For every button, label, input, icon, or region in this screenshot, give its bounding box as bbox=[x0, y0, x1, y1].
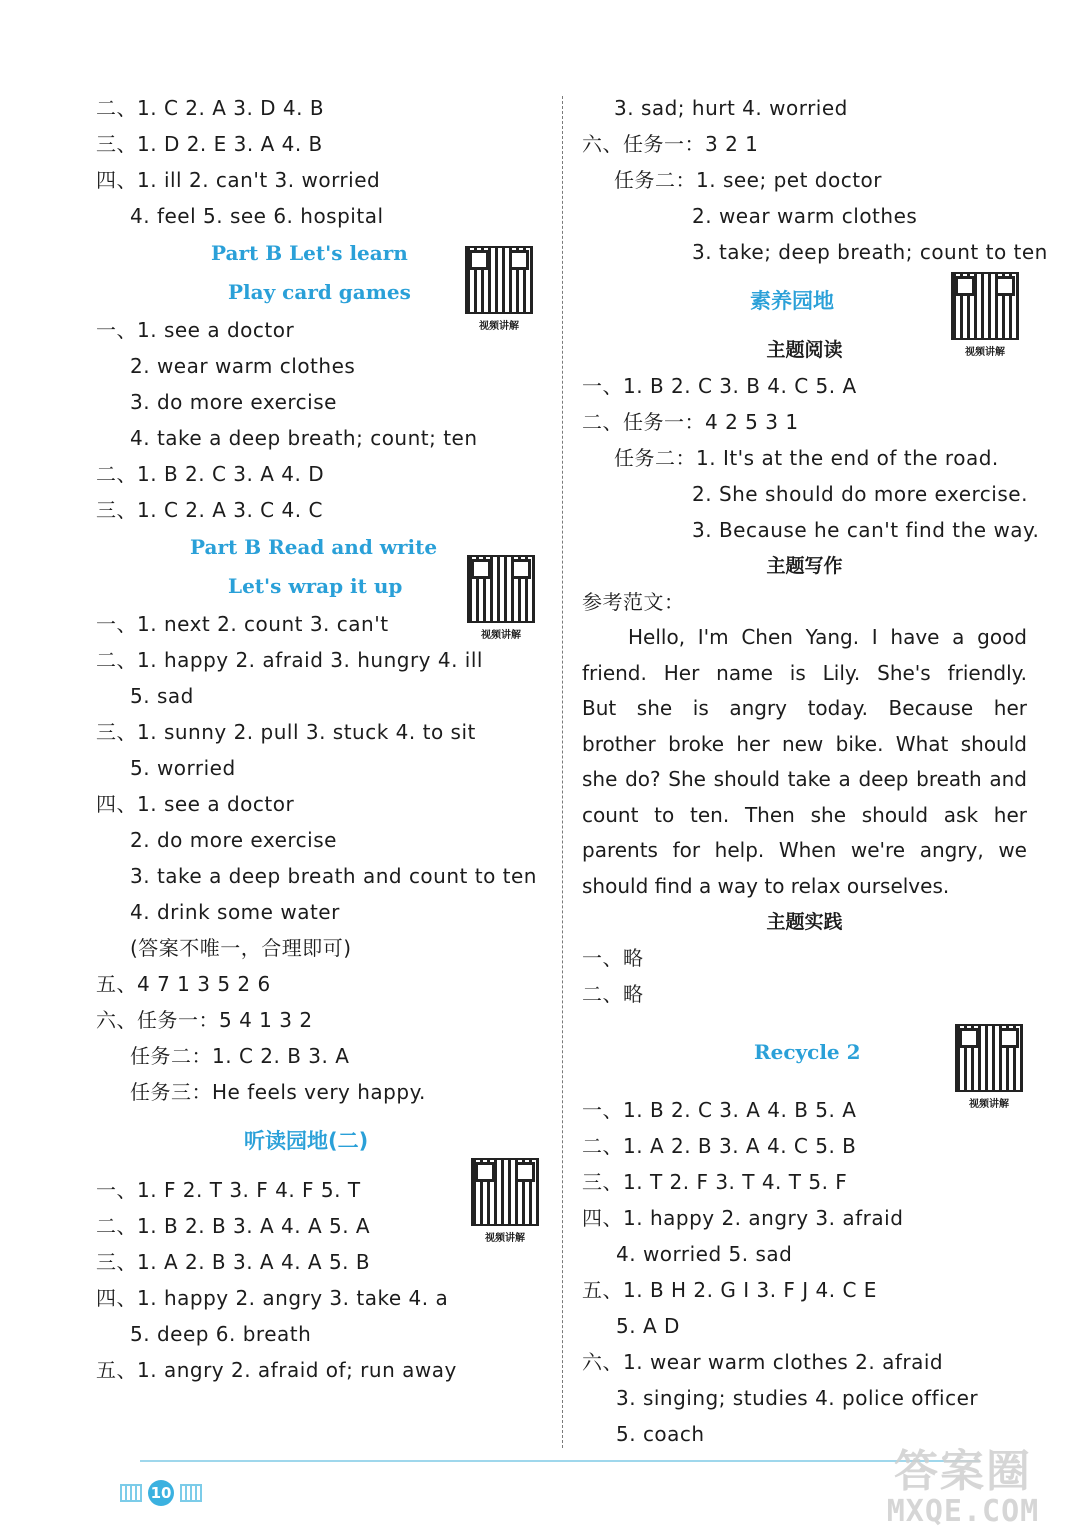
answer-line: 4. take a deep breath; count; ten bbox=[130, 426, 478, 450]
answer-line: 五、1. B H 2. G I 3. F J 4. C E bbox=[582, 1278, 877, 1302]
answer-line: 一、1. B 2. C 3. B 4. C 5. A bbox=[582, 374, 857, 398]
answer-line: 四、1. happy 2. angry 3. afraid bbox=[582, 1206, 904, 1230]
answer-line: 4. drink some water bbox=[130, 900, 340, 924]
qr-label: 视频讲解 bbox=[965, 347, 1005, 358]
answer-line: (答案不唯一，合理即可) bbox=[130, 936, 352, 960]
qr-code-part-b-read-and-write[interactable] bbox=[466, 555, 536, 641]
qr-label: 视频讲解 bbox=[479, 321, 519, 332]
answer-line: 一、1. next 2. count 3. can't bbox=[96, 612, 389, 636]
answer-line: 3. Because he can't find the way. bbox=[692, 518, 1040, 542]
section-heading: 素养园地 bbox=[750, 289, 834, 313]
footer-rule bbox=[140, 1460, 980, 1462]
answer-line: 2. She should do more exercise. bbox=[692, 482, 1028, 506]
qr-code-part-b-lets-learn[interactable] bbox=[464, 246, 534, 332]
answer-line: 一、1. see a doctor bbox=[96, 318, 295, 342]
answer-line: 六、任务一：3 2 1 bbox=[582, 132, 759, 156]
answer-line: 四、1. ill 2. can't 3. worried bbox=[96, 168, 381, 192]
answer-line: 二、任务一：4 2 5 3 1 bbox=[582, 410, 799, 434]
answer-line: 5. A D bbox=[616, 1314, 680, 1338]
answer-line: 5. sad bbox=[130, 684, 194, 708]
answer-line: 5. coach bbox=[616, 1422, 705, 1446]
watermark-logo-text: 答案圈 bbox=[894, 1446, 1032, 1497]
answer-line: 2. wear warm clothes bbox=[130, 354, 356, 378]
watermark-site: MXQE.COM bbox=[886, 1494, 1040, 1529]
answer-line: 三、1. D 2. E 3. A 4. B bbox=[96, 132, 323, 156]
answer-line: 5. worried bbox=[130, 756, 236, 780]
section-heading: Part B Read and write bbox=[190, 535, 438, 559]
answer-line: 六、1. wear warm clothes 2. afraid bbox=[582, 1350, 944, 1374]
answer-line: 2. wear warm clothes bbox=[692, 204, 918, 228]
section-heading: 听读园地(二) bbox=[244, 1129, 369, 1153]
page-number: 10 bbox=[148, 1480, 174, 1506]
essay-line: should find a way to relax ourselves. bbox=[582, 873, 950, 898]
page-deco-icon bbox=[180, 1484, 202, 1502]
answer-line: 5. deep 6. breath bbox=[130, 1322, 312, 1346]
answer-line: 3. take a deep breath and count to ten bbox=[130, 864, 537, 888]
answer-line: 一、1. F 2. T 3. F 4. F 5. T bbox=[96, 1178, 361, 1202]
answer-line: 任务三：He feels very happy. bbox=[130, 1080, 426, 1104]
qr-label: 视频讲解 bbox=[481, 630, 521, 641]
qr-code-icon bbox=[471, 1158, 539, 1226]
qr-code-literacy-garden[interactable] bbox=[950, 272, 1020, 358]
qr-code-icon bbox=[465, 246, 533, 314]
qr-code-icon bbox=[955, 1024, 1023, 1092]
answer-line: 3. take; deep breath; count to ten bbox=[692, 240, 1048, 264]
answer-line: 四、1. happy 2. angry 3. take 4. a bbox=[96, 1286, 449, 1310]
answer-line: 六、任务一：5 4 1 3 2 bbox=[96, 1008, 313, 1032]
answer-line: 3. singing; studies 4. police officer bbox=[616, 1386, 979, 1410]
qr-code-recycle-2[interactable] bbox=[954, 1024, 1024, 1110]
section-heading: Part B Let's learn bbox=[211, 241, 408, 265]
section-heading: Play card games bbox=[228, 280, 411, 304]
qr-label: 视频讲解 bbox=[485, 1233, 525, 1244]
subsection-heading: 主题写作 bbox=[766, 555, 843, 577]
answer-line: 一、略 bbox=[582, 946, 644, 970]
answer-line: 二、1. A 2. B 3. A 4. C 5. B bbox=[582, 1134, 857, 1158]
answer-line: 一、1. B 2. C 3. A 4. B 5. A bbox=[582, 1098, 857, 1122]
essay-line: parents for help. When we're angry, we bbox=[582, 838, 1027, 862]
answer-line: 4. worried 5. sad bbox=[616, 1242, 793, 1266]
answer-line: 参考范文： bbox=[582, 590, 685, 614]
answer-line: 二、略 bbox=[582, 982, 644, 1006]
answer-line: 二、1. B 2. C 3. A 4. D bbox=[96, 462, 325, 486]
answer-line: 五、1. angry 2. afraid of; run away bbox=[96, 1358, 457, 1382]
essay-line: count to ten. Then she should ask her bbox=[582, 802, 1027, 827]
subsection-heading: 主题实践 bbox=[766, 911, 843, 933]
answer-line: 2. do more exercise bbox=[130, 828, 337, 852]
essay-line: brother broke her new bike. What should bbox=[582, 731, 1027, 756]
page-deco-icon bbox=[120, 1484, 142, 1502]
answer-line: 3. do more exercise bbox=[130, 390, 337, 414]
column-divider bbox=[562, 96, 563, 1448]
watermark bbox=[868, 1448, 1058, 1534]
essay-line: friend. Her name is Lily. She's friendly. bbox=[582, 660, 1027, 685]
answer-line: 3. sad; hurt 4. worried bbox=[614, 96, 848, 120]
qr-code-icon bbox=[467, 555, 535, 623]
page-number-badge bbox=[110, 1480, 212, 1506]
answer-line: 三、1. sunny 2. pull 3. stuck 4. to sit bbox=[96, 720, 476, 744]
section-heading: Recycle 2 bbox=[754, 1040, 861, 1064]
essay-line: But she is angry today. Because her bbox=[582, 696, 1027, 720]
answer-line: 二、1. happy 2. afraid 3. hungry 4. ill bbox=[96, 648, 483, 672]
answer-line: 三、1. C 2. A 3. C 4. C bbox=[96, 498, 323, 522]
answer-line: 任务二：1. see; pet doctor bbox=[614, 168, 882, 192]
answer-line: 五、4 7 1 3 5 2 6 bbox=[96, 972, 271, 996]
qr-code-listening-garden[interactable] bbox=[470, 1158, 540, 1244]
answer-line: 三、1. T 2. F 3. T 4. T 5. F bbox=[582, 1170, 848, 1194]
answer-line: 四、1. see a doctor bbox=[96, 792, 295, 816]
section-heading: Let's wrap it up bbox=[228, 574, 403, 598]
essay-line: she do? She should take a deep breath and bbox=[582, 767, 1027, 791]
subsection-heading: 主题阅读 bbox=[766, 339, 843, 361]
qr-code-icon bbox=[951, 272, 1019, 340]
essay-line: Hello, I'm Chen Yang. I have a good bbox=[628, 625, 1027, 649]
answer-line: 二、1. B 2. B 3. A 4. A 5. A bbox=[96, 1214, 371, 1238]
answer-line: 三、1. A 2. B 3. A 4. A 5. B bbox=[96, 1250, 371, 1274]
answer-line: 任务二：1. It's at the end of the road. bbox=[614, 446, 999, 470]
answer-line: 任务二：1. C 2. B 3. A bbox=[130, 1044, 350, 1068]
answer-line: 二、1. C 2. A 3. D 4. B bbox=[96, 96, 325, 120]
qr-label: 视频讲解 bbox=[969, 1099, 1009, 1110]
answer-line: 4. feel 5. see 6. hospital bbox=[130, 204, 384, 228]
